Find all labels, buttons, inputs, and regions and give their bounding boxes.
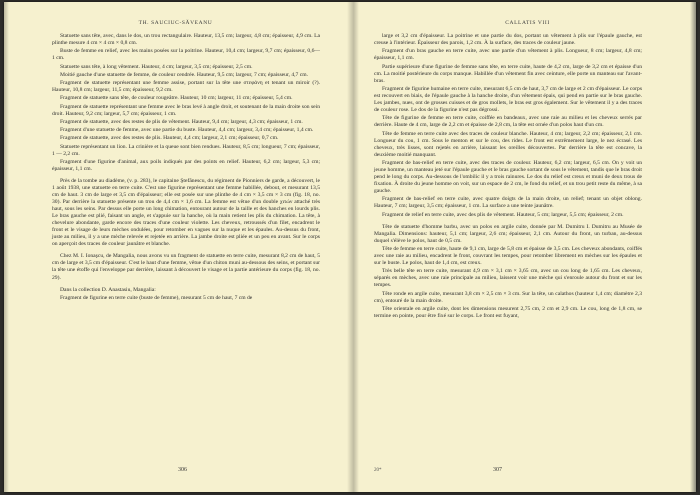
paragraph: Moitié gauche d'une statuette de femme, de couleur cendrée. Hauteur, 9,5 cm; largeur, 7 cm; épaisseur, 4,7 cm. <box>60 71 308 78</box>
page-number-left: 306 <box>178 467 187 473</box>
paragraph: Fragment de bas-relief en terre cuite, avec quatre doigts de la main droite, un relief; tenant un objet oblong. Hauteur, 7 cm; largeur, 3,5 cm; épaisseur, 1 cm. La surface a une teinte jaunâtre. <box>374 196 642 210</box>
paragraph: Fragment de statuette, avec des restes de plis. Hauteur, 4,4 cm; largeur, 2,1 cm; épaisseur, 0,7 cm. <box>60 135 279 142</box>
page-number-right: 307 <box>493 467 502 473</box>
left-text-column <box>52 33 320 303</box>
paragraph: Statuette sans tête, avec, dans le dos, un trou rectangulaire. Hauteur, 13,5 cm; largeur, 4,8 cm; épaisseur, 4,9 cm. La plinthe mesure 4 cm × 4 cm × 0,8 cm. <box>52 33 320 47</box>
paragraph: Fragment de figurine humaine en terre cuite, mesurant 6,5 cm de haut, 3,7 cm de large et 2 cm d'épaisseur. Le corps est recouvert en biais, de l'épaule gauche à la hanche droite, d'un vêtement épais, qui pend en partie sur le bras gauche. Les jambes, nues, ont de grosses cuisses et de gros mollets, le bras est gros également. Sur le vêtement il y a des traces de couleur rose. Le dos de la figurine n'est pas dégrossi. <box>374 85 642 114</box>
paragraph: Tête de femme en terre cuite, haute de 9,1 cm, large de 5,8 cm et épaisse de 3,5 cm. Les cheveux abondants, coiffés avec une raie au milieu, encadrent le front, couvrant les tempes, pour retomber librement en mèches sur les épaules et sur le buste. Le polos, haut de 1,4 cm, est creux. <box>374 246 642 267</box>
book-spread <box>4 2 696 492</box>
left-page <box>4 2 347 492</box>
book-gutter <box>347 2 359 492</box>
paragraph: Fragment de statuette représentant une femme assise, portant sur la tête une στεφάνη et tenant un miroir (?). Hauteur, 10,8 cm; largeur, 11,5 cm; épaisseur, 9,2 cm. <box>52 80 320 94</box>
paragraph: Fragment de statuette, avec des restes de plis de vêtement. Hauteur, 9,4 cm; largeur, 4,3 cm; épaisseur, 1 cm. <box>60 118 303 125</box>
paragraph: Près de la tombe au diadème, (v. p. 283), le capitaine Ştefănescu, du régiment de Pionniers de garde, a découvert, le 1 août 1938, une statuette en terre cuite. C'est une figurine représentant une femme habillée, debout, et mesurant 13,5 cm de haut. 3 cm de large et 3,5 cm d'épaisseur; elle est posée sur une plinthe de 4 cm × 3,5 cm × 3 cm (fig. 18, no. 30). Par derrière la statuette présente un trou de 4,4 cm × 1,6 cm. La femme est vêtue d'un double χιτών attaché très haut, sous les seins. Par dessus elle porte un long chimation, entourant autour de la taille et des hanches en lourds plis. Le bras gauche est plié, faisant un angle, et s'appuie sur la hanche, où la main retient les plis du chimation. La tête, à chevelure abondante, garde encore des traces d'une couleur violette. Les cheveux, retroussés d'un filet, encadrent le front et le visage de leurs mèches ondulées, pour retomber en vagues sur la nuque et les épaules. Au-dessus du front, juste au milieu, il y a une mèche relevée et rejetée en arrière. La jambe droite est pliée et un peu en avant. Sur le corps on aperçoit des traces de couleur jaunâtre et blanche. <box>52 177 320 248</box>
paragraph: Tête de femme en terre cuite avec des traces de couleur blanche. Hauteur, 4 cm; largeur, 2,2 cm; épaisseur, 2,1 cm. Longueur du cou, 1 cm. Sous le menton et sur le cou, des rides. Le front est extrêmement large, le nez écrasé. Les cheveux, très lisses, sont rejetés en arrière, laissant les oreilles découvertes. Par derrière la tête est concave, la deuxième moitié manquant. <box>374 130 642 158</box>
paragraph: Fragment de relief en terre cuite, avec des plis de vêtement. Hauteur, 5 cm; largeur, 5,5 cm; épaisseur, 2 cm. <box>382 211 624 218</box>
paragraph: Fragment d'une statuette de femme, avec une partie du buste. Hauteur, 4,4 cm; largeur, 3,4 cm; épaisseur, 1,4 cm. <box>60 127 314 134</box>
running-head-left: TH. SAUCIUC-SĂVEANU <box>138 20 213 26</box>
paragraph: Dans la collection D. Anastasiu, Mangalia: <box>60 286 156 293</box>
paragraph: Fragment d'un bras gauche en terre cuite, avec une partie d'un vêtement à plis. Longueur, 8 cm; largeur, 4,8 cm; épaisseur, 1,1 cm. <box>374 48 642 62</box>
paragraph: Fragment de bas-relief en terre cuite, avec des traces de couleur. Hauteur, 6,2 cm; largeur, 6,5 cm. On y voit un jeune homme, un manteau jeté sur l'épaule gauche et le bras gauche sortant de sous le vêtement, tandis que le bras droit pend le long du corps. Au-dessous de l'ombilic il y a trois rainures. Le dos du relief est creux et muni de deux trous de fixation. À droite du jeune homme on voit, sur un espace de 2 cm, le fond du relief, et un trou petit reste du même, à sa gauche. <box>374 159 642 195</box>
right-page <box>359 2 696 492</box>
right-text-column <box>374 33 642 321</box>
paragraph: Fragment de statuette sans tête, de couleur rougeâtre. Hauteur, 10 cm; largeur, 11 cm; épaisseur, 5,4 cm. <box>60 95 293 102</box>
paragraph: Très belle tête en terre cuite, mesurant 4,9 cm × 3,1 cm × 3,65 cm, avec un cou long de 1,65 cm. Les cheveux, séparés en mèches, avec une raie principale au milieu, laissent voir une mèche qui s'enroule autour du front et sur les tempes. <box>374 268 642 289</box>
paragraph: Fragment d'une figurine d'animal, aux poils indiqués par des points en relief. Hauteur, 6,2 cm; largeur, 5,3 cm; épaisseur, 1,1 cm. <box>52 158 320 172</box>
paragraph: Fragment de statuette représentant une femme avec le bras levé à angle droit, et soutenant de la main droite son sein droit. Hauteur, 9,2 cm; largeur, 5,7 cm; épaisseur, 1 cm. <box>52 103 320 117</box>
paragraph: Fragment de figurine en terre cuite (buste de femme), mesurant 5 cm de haut, 7 cm de <box>60 294 253 301</box>
paragraph: Buste de femme en relief, avec les mains posées sur la poitrine. Hauteur, 10,4 cm; largeur, 9,7 cm; épaisseur, 0,6—1 cm. <box>52 48 320 62</box>
paragraph: Partie supérieure d'une figurine de femme sans tête, en terre cuite, haute de 4,2 cm, large de 3,2 cm et épaisse d'un cm. La moitié postérieure du corps manque. Habillée d'un vêtement fin avec ceinture, elle porte un manteau sur l'avant-bras. <box>374 63 642 84</box>
paragraph: Statuette sans tête, à long vêtement. Hauteur, 4 cm; largeur, 3,5 cm; épaisseur, 2,5 cm. <box>60 63 253 70</box>
paragraph: Tête orientale en argile cuite, dont les dimensions mesurent 2,75 cm, 2 cm et 2,9 cm. Le cou, long de 1,8 cm, se termine en pointe, pour être fixé sur le corps. Le front est fuyant, <box>374 305 642 319</box>
paragraph: large et 3,2 cm d'épaisseur. La poitrine et une partie du dos, portant un vêtement à plis sur l'épaule gauche, est creuse à l'intérieur. Épaisseur des parois, 1,2 cm. À la surface, des traces de couleur jaune. <box>374 33 642 47</box>
running-head-right: CALLATIS VIII <box>505 20 550 26</box>
paragraph: Tête ronde en argile cuite, mesurant 3,8 cm × 2,5 cm × 3 cm. Sur la tête, un calathos (hauteur 1,4 cm; diamètre 2,3 cm), entouré de la main droite. <box>374 290 642 304</box>
paragraph: Tête de statuette d'homme barbu, avec un polos en argile cuite, donnée par M. Dumitru I. Dumitru au Musée de Mangalia. Dimensions: hauteur, 5,1 cm; largeur, 2,6 cm; épaisseur, 2,1 cm. Autour du front, un turban, au-dessus duquel s'élève le polos, haut de 0,5 cm. <box>374 223 642 244</box>
paragraph: Chez M. I. Ionaşcu, de Mangalia, nous avons vu un fragment de statuette en terre cuite, mesurant 8,2 cm de haut, 5 cm de large et 3,5 cm d'épaisseur. C'est le haut d'une femme, vêtue d'un chiton muni au-dessous des seins, et portant sur la tête une étoffe qui l'enveloppe par derrière, laissant à découvert le visage et la partie antérieure du corps (fig. 18, no. 29). <box>52 253 320 281</box>
paragraph: Tête de figurine de femme en terre cuite, coiffée en bandeaux, avec une raie au milieu et les cheveux serrés par derrière. Haute de 4 cm, large de 2,2 cm et épaisse de 2,8 cm, la tête est ornée d'un polos haut d'un cm. <box>374 115 642 129</box>
paragraph: Statuette représentant un lion. La crinière et la queue sont bien rendues. Hauteur, 8,5 cm; longueur, 7 cm; épaisseur, 1 — 2,2 cm. <box>52 143 320 157</box>
signature-mark: 20* <box>374 468 382 473</box>
